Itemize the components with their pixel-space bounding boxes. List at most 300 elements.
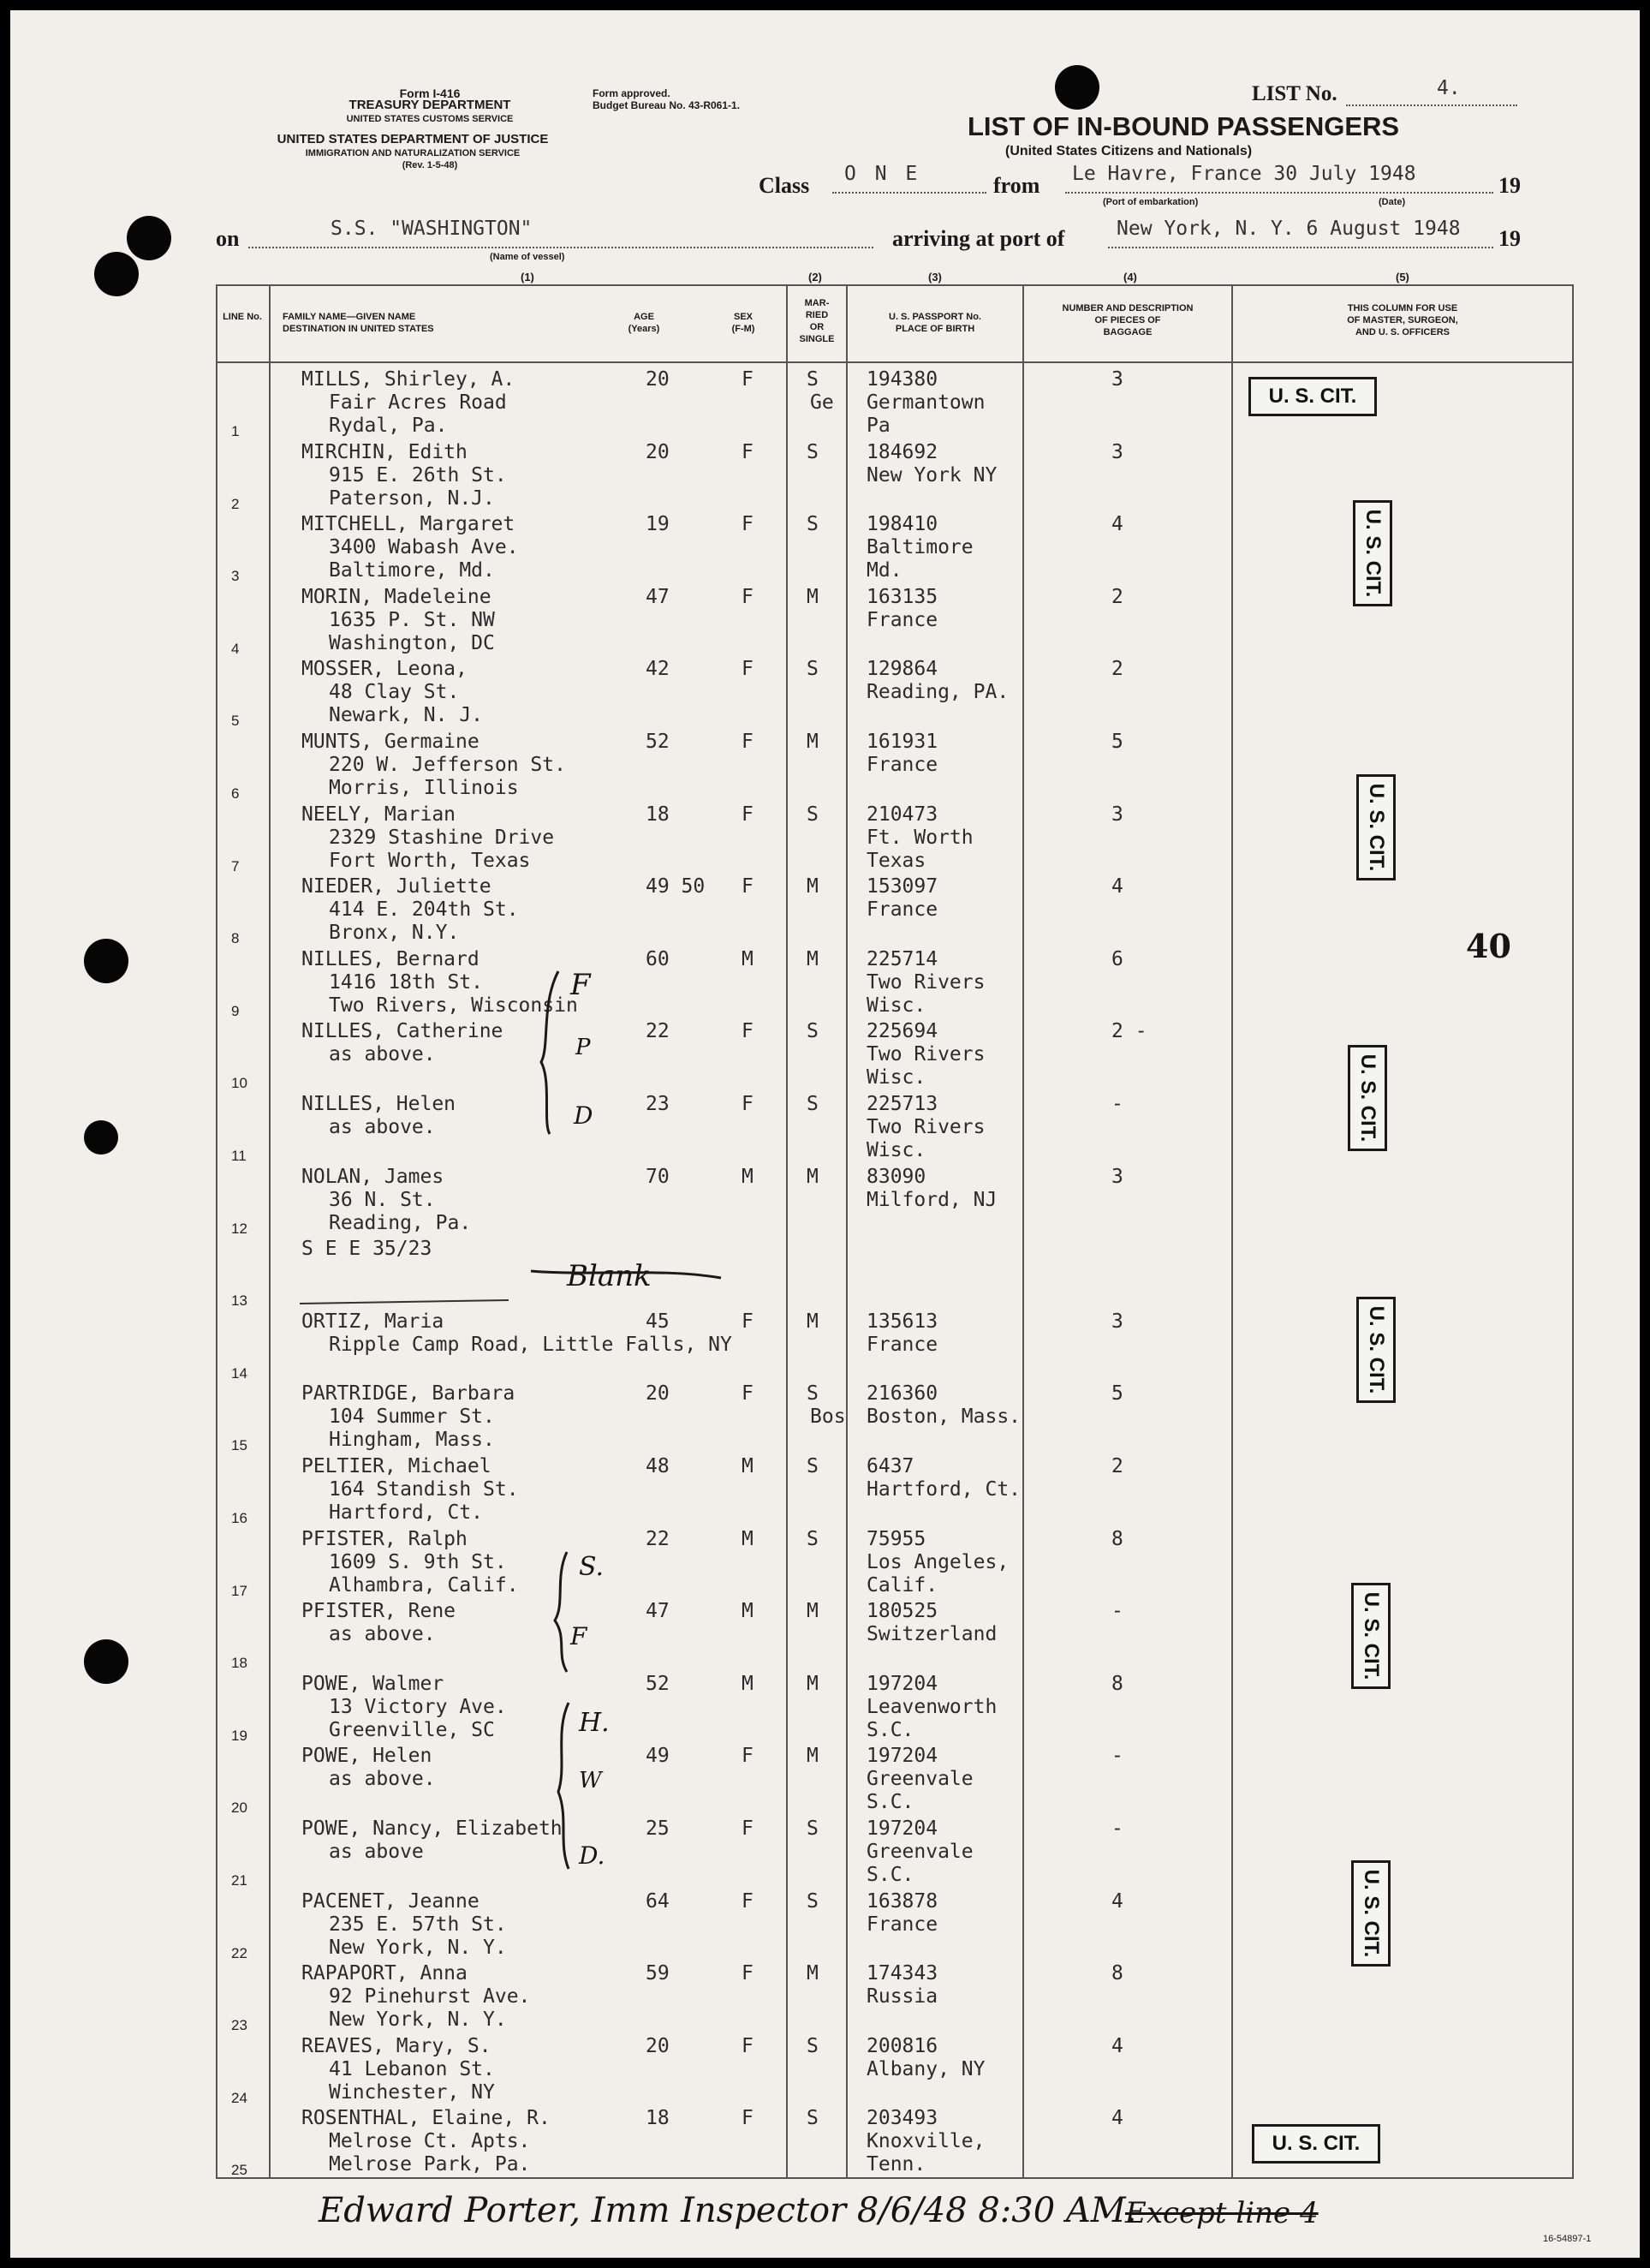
us-citizen-stamp: U. S. CIT. (1248, 377, 1377, 416)
address-line: 1609 S. 9th St. (329, 1550, 507, 1573)
baggage-count: 3 (1111, 1165, 1123, 1188)
baggage-count: 2 - (1111, 1020, 1147, 1043)
marital-status: M (807, 1310, 819, 1333)
birthplace: Milford, NJ (867, 1188, 998, 1211)
passport-number: 6437 (867, 1455, 914, 1477)
passenger-name: MIRCHIN, Edith (301, 440, 468, 463)
marital-status: M (807, 585, 819, 608)
marital-status: S (807, 1817, 819, 1840)
sex-value: F (742, 875, 754, 898)
marital-note: Bos (810, 1406, 846, 1429)
baggage-count: 4 (1111, 1889, 1123, 1913)
col-num-5: (5) (1396, 271, 1409, 284)
address-line: 92 Pinehurst Ave. (329, 1985, 531, 2008)
marital-status: S (807, 1093, 819, 1115)
age-value: 18 (646, 803, 670, 826)
sex-value: F (742, 1817, 754, 1840)
baggage-count: - (1111, 1745, 1123, 1768)
line-number: 13 (231, 1292, 247, 1310)
address-line: Fair Acres Road (329, 391, 507, 414)
line-number: 15 (231, 1437, 247, 1454)
line-number: 25 (231, 2162, 247, 2179)
line-number: 6 (231, 785, 240, 802)
passport-number: 163135 (867, 585, 938, 608)
marital-status: S (807, 440, 819, 463)
address-city: Paterson, N.J. (329, 486, 495, 510)
passport-number: 203493 (867, 2107, 938, 2130)
age-value: 47 (646, 585, 670, 608)
passport-number: 163878 (867, 1889, 938, 1913)
us-citizen-stamp: U. S. CIT. (1351, 1583, 1391, 1689)
address-line: as above (329, 1841, 424, 1863)
birthplace: Leavenworth (867, 1695, 998, 1718)
passenger-name: POWE, Helen (301, 1745, 432, 1768)
baggage-count: 5 (1111, 731, 1123, 753)
col-married-2: RIED (805, 310, 829, 320)
col-num-1: (1) (521, 271, 534, 284)
age-value: 18 (646, 2107, 670, 2130)
relation-mark-f: F (570, 968, 591, 1002)
address-city: New York, N. Y. (329, 2008, 507, 2032)
birthplace-state: Calif. (867, 1573, 938, 1597)
sex-value: M (742, 947, 754, 970)
passport-number: 197204 (867, 1745, 938, 1768)
marital-status: M (807, 1165, 819, 1188)
birthplace: New York NY (867, 463, 998, 486)
relation-mark-p: P (575, 1035, 591, 1060)
line-number: 1 (231, 423, 240, 439)
col-sex: SEX (733, 312, 753, 322)
birthplace: Two Rivers (867, 1116, 986, 1138)
address-line: 1416 18th St. (329, 970, 484, 994)
marital-status: M (807, 1672, 819, 1695)
col-married-3: OR (809, 322, 825, 332)
passport-number: 216360 (867, 1382, 938, 1406)
line-number: 23 (231, 2017, 247, 2034)
age-value: 20 (646, 440, 670, 463)
age-value: 60 (646, 947, 670, 970)
col-baggage-2: OF PIECES OF (1094, 315, 1161, 325)
class-label: Class (759, 173, 810, 198)
passport-number: 180525 (867, 1600, 938, 1623)
from-label: from (993, 173, 1040, 198)
address-city: Hartford, Ct. (329, 1501, 484, 1524)
col-baggage-3: BAGGAGE (1103, 327, 1153, 337)
form-subtitle: (United States Citizens and Nationals) (1005, 144, 1253, 158)
line-number: 20 (231, 1799, 247, 1817)
age-value: 25 (646, 1817, 670, 1840)
sex-value: F (742, 1310, 754, 1333)
baggage-count: 3 (1111, 368, 1123, 391)
line-number: 16 (231, 1510, 247, 1526)
line-number: 10 (231, 1075, 247, 1092)
address-city: Baltimore, Md. (329, 559, 495, 582)
baggage-count: 8 (1111, 1527, 1123, 1550)
birthplace-state: Texas (867, 849, 926, 872)
col-officers: THIS COLUMN FOR USE (1347, 303, 1458, 313)
baggage-count: 3 (1111, 803, 1123, 826)
birthplace: Albany, NY (867, 2057, 986, 2080)
passenger-name: ROSENTHAL, Elaine, R. (301, 2107, 551, 2130)
address-line: Melrose Ct. Apts. (329, 2130, 531, 2153)
birthplace-state: S.C. (867, 1791, 914, 1814)
passenger-name: MORIN, Madeleine (301, 585, 491, 608)
address-line: 36 N. St. (329, 1188, 436, 1211)
col-married-4: SINGLE (799, 334, 835, 344)
birthplace: Switzerland (867, 1623, 998, 1646)
passenger-name: PELTIER, Michael (301, 1455, 491, 1477)
address-city: Bronx, N.Y. (329, 922, 460, 945)
marital-status: M (807, 1745, 819, 1768)
sex-value: F (742, 1093, 754, 1115)
line-number: 4 (231, 640, 240, 657)
line-number: 18 (231, 1655, 247, 1672)
passenger-name: REAVES, Mary, S. (301, 2034, 491, 2057)
sex-value: F (742, 2107, 754, 2130)
passenger-name: NOLAN, James (301, 1165, 444, 1188)
line-number: 2 (231, 495, 240, 512)
col-num-4: (4) (1123, 271, 1137, 284)
age-value: 20 (646, 368, 670, 391)
passport-number: 174343 (867, 1962, 938, 1985)
arrival-value: New York, N. Y. 6 August 1948 (1117, 218, 1461, 240)
col-married: MAR- (804, 298, 830, 308)
relation-mark-s: S. (579, 1552, 605, 1582)
address-city: Morris, Illinois (329, 777, 519, 799)
col-officers-3: AND U. S. OFFICERS (1355, 327, 1450, 337)
sex-value: M (742, 1165, 754, 1188)
age-value: 48 (646, 1455, 670, 1477)
sex-value: M (742, 1455, 754, 1477)
birthplace: Hartford, Ct. (867, 1478, 1022, 1501)
immigration-service: IMMIGRATION AND NATURALIZATION SERVICE (305, 148, 521, 158)
marital-status: S (807, 1455, 819, 1477)
marital-status: S (807, 803, 819, 826)
address-city: Fort Worth, Texas (329, 849, 531, 872)
passenger-name: PACENET, Jeanne (301, 1889, 480, 1913)
passport-number: 194380 (867, 368, 938, 391)
baggage-count: 3 (1111, 440, 1123, 463)
passenger-name: MUNTS, Germaine (301, 731, 480, 753)
budget-bureau: Budget Bureau No. 43-R061-1. (593, 99, 741, 111)
col-name: FAMILY NAME—GIVEN NAME (283, 312, 416, 322)
address-city: Rydal, Pa. (329, 415, 448, 437)
marital-status: M (807, 947, 819, 970)
passport-number: 197204 (867, 1672, 938, 1695)
relation-mark-d: D (574, 1101, 593, 1130)
line-number: 14 (231, 1364, 247, 1382)
year-prefix-2: 19 (1498, 226, 1521, 251)
passport-number: 161931 (867, 731, 938, 753)
age-value: 64 (646, 1889, 670, 1913)
birthplace-state: Wisc. (867, 1139, 926, 1161)
sex-value: F (742, 513, 754, 536)
address-city: Reading, Pa. (329, 1211, 472, 1234)
address-city: Melrose Park, Pa. (329, 2153, 531, 2176)
address-city: Winchester, NY (329, 2080, 495, 2104)
age-value: 70 (646, 1165, 670, 1188)
sex-value: F (742, 1020, 754, 1043)
line-number: 11 (231, 1148, 247, 1164)
passenger-name: RAPAPORT, Anna (301, 1962, 468, 1985)
form-title: LIST OF IN-BOUND PASSENGERS (968, 111, 1400, 141)
age-value: 22 (646, 1020, 670, 1043)
passenger-name: NILLES, Helen (301, 1093, 456, 1115)
marital-status: S (807, 1382, 819, 1406)
baggage-count: 2 (1111, 658, 1123, 681)
revision: (Rev. 1-5-48) (402, 160, 458, 170)
passenger-name: POWE, Nancy, Elizabeth (301, 1817, 563, 1840)
col-passport: U. S. PASSPORT No. (889, 312, 981, 322)
age-value: 47 (646, 1600, 670, 1623)
struck-text: Except line 4 (1125, 2196, 1319, 2230)
baggage-count: 5 (1111, 1382, 1123, 1406)
sex-value: M (742, 1527, 754, 1550)
passenger-name: PFISTER, Ralph (301, 1527, 468, 1550)
us-citizen-stamp: U. S. CIT. (1353, 500, 1392, 606)
address-line: 164 Standish St. (329, 1478, 519, 1501)
sex-value: F (742, 658, 754, 681)
passport-number: 83090 (867, 1165, 926, 1188)
us-citizen-stamp: U. S. CIT. (1356, 1297, 1396, 1403)
vessel-caption: (Name of vessel) (490, 252, 565, 262)
birthplace-state: Pa (867, 415, 891, 437)
passenger-name: MOSSER, Leona, (301, 658, 468, 681)
list-number-label: LIST No. (1252, 82, 1337, 105)
address-city: New York, N. Y. (329, 1936, 507, 1959)
sex-value: M (742, 1600, 754, 1623)
age-value: 42 (646, 658, 670, 681)
col-birthplace: PLACE OF BIRTH (895, 324, 975, 334)
address-line: 1635 P. St. NW (329, 608, 495, 631)
passenger-name: ORTIZ, Maria (301, 1310, 444, 1333)
sex-value: F (742, 803, 754, 826)
port-embarkation-value: Le Havre, France 30 July 1948 (1072, 163, 1416, 185)
address-line: 104 Summer St. (329, 1406, 495, 1429)
relation-mark-f2: F (570, 1622, 587, 1650)
birthplace-state: Wisc. (867, 994, 926, 1017)
age-value: 49 50 (646, 875, 706, 898)
passenger-name: PFISTER, Rene (301, 1600, 456, 1623)
sex-value: F (742, 2034, 754, 2057)
line-number: 3 (231, 568, 240, 585)
baggage-count: - (1111, 1600, 1123, 1623)
address-line: Ripple Camp Road, Little Falls, NY (329, 1333, 732, 1356)
baggage-count: - (1111, 1093, 1123, 1115)
marital-status: S (807, 1889, 819, 1913)
address-line: 3400 Wabash Ave. (329, 536, 519, 559)
birthplace: France (867, 1333, 938, 1356)
age-value: 20 (646, 1382, 670, 1406)
age-value: 23 (646, 1093, 670, 1115)
passenger-name: NILLES, Catherine (301, 1020, 503, 1043)
col-age: AGE (634, 312, 654, 322)
birthplace: Two Rivers (867, 970, 986, 994)
sex-value: F (742, 1745, 754, 1768)
baggage-count: 3 (1111, 1310, 1123, 1333)
age-value: 59 (646, 1962, 670, 1985)
line-number: 8 (231, 930, 240, 947)
passport-number: 135613 (867, 1310, 938, 1333)
line-number: 7 (231, 857, 240, 874)
marital-status: S (807, 1527, 819, 1550)
birthplace-state: Tenn. (867, 2153, 926, 2176)
address-line: as above. (329, 1043, 436, 1066)
sex-value: F (742, 585, 754, 608)
passenger-name: NEELY, Marian (301, 803, 456, 826)
address-line: as above. (329, 1768, 436, 1791)
birthplace: Baltimore (867, 536, 974, 559)
birthplace: Boston, Mass. (867, 1406, 1022, 1429)
age-value: 22 (646, 1527, 670, 1550)
age-value: 45 (646, 1310, 670, 1333)
class-value: O N E (844, 163, 921, 185)
address-city: Alhambra, Calif. (329, 1573, 519, 1597)
relation-mark-h: H. (579, 1708, 610, 1738)
line-number: 22 (231, 1944, 247, 1961)
line-number: 21 (231, 1872, 247, 1889)
passport-number: 225713 (867, 1093, 938, 1115)
marital-note: Ge (810, 391, 834, 414)
age-value: 52 (646, 731, 670, 753)
address-line: as above. (329, 1116, 436, 1138)
birthplace: Greenvale (867, 1841, 974, 1863)
address-line: 13 Victory Ave. (329, 1695, 507, 1718)
age-value: 19 (646, 513, 670, 536)
sex-value: M (742, 1672, 754, 1695)
document-page (10, 10, 1640, 2258)
marital-status: S (807, 513, 819, 536)
birthplace: Los Angeles, (867, 1550, 1010, 1573)
form-approved: Form approved. (593, 87, 670, 99)
marital-status: S (807, 1020, 819, 1043)
arriving-label: arriving at port of (892, 226, 1065, 251)
list-number-value: 4. (1437, 77, 1461, 99)
passenger-name: PARTRIDGE, Barbara (301, 1382, 515, 1406)
address-line: 235 E. 57th St. (329, 1913, 507, 1936)
passport-number: 153097 (867, 875, 938, 898)
line-number: 17 (231, 1582, 247, 1599)
birthplace: France (867, 754, 938, 776)
address-line: 414 E. 204th St. (329, 898, 519, 922)
birthplace-state: Md. (867, 559, 902, 582)
baggage-count: 8 (1111, 1672, 1123, 1695)
marital-status: M (807, 1600, 819, 1623)
relation-mark-w: W (579, 1768, 602, 1794)
customs-service: UNITED STATES CUSTOMS SERVICE (346, 114, 514, 124)
us-citizen-stamp: U. S. CIT. (1356, 774, 1396, 880)
passport-number: 210473 (867, 803, 938, 826)
address-line: 220 W. Jefferson St. (329, 754, 566, 776)
col-num-3: (3) (928, 271, 942, 284)
passenger-name: POWE, Walmer (301, 1672, 444, 1695)
passport-number: 198410 (867, 513, 938, 536)
col-baggage: NUMBER AND DESCRIPTION (1062, 303, 1194, 313)
address-line: 41 Lebanon St. (329, 2057, 495, 2080)
sex-value: F (742, 368, 754, 391)
birthplace: Russia (867, 1985, 938, 2008)
sex-value: F (742, 1382, 754, 1406)
year-prefix: 19 (1498, 173, 1521, 198)
birthplace: Ft. Worth (867, 826, 974, 849)
passport-number: 197204 (867, 1817, 938, 1840)
vessel-value: S.S. "WASHINGTON" (331, 218, 533, 240)
passport-number: 184692 (867, 440, 938, 463)
address-line: 48 Clay St. (329, 681, 460, 704)
baggage-count: 2 (1111, 585, 1123, 608)
marital-status: M (807, 731, 819, 753)
passport-number: 75955 (867, 1527, 926, 1550)
port-embarkation-caption: (Port of embarkation) (1103, 197, 1199, 207)
line-number: 9 (231, 1002, 240, 1019)
date-caption: (Date) (1379, 197, 1406, 207)
sex-value: F (742, 1889, 754, 1913)
baggage-count: 6 (1111, 947, 1123, 970)
baggage-count: 4 (1111, 2034, 1123, 2057)
passenger-name: S E E 35/23 (301, 1238, 432, 1261)
birthplace: Two Rivers (867, 1043, 986, 1066)
sex-value: F (742, 1962, 754, 1985)
baggage-count: 2 (1111, 1455, 1123, 1477)
address-city: Greenville, SC (329, 1718, 495, 1741)
address-city: Two Rivers, Wisconsin (329, 994, 578, 1017)
address-line: as above. (329, 1623, 436, 1646)
col-sex-unit: (F-M) (731, 324, 755, 334)
sex-value: F (742, 440, 754, 463)
form-number: Form I-416 (399, 87, 461, 100)
inspector-signature: Edward Porter, Imm Inspector 8/6/48 8:30 AM. (319, 2191, 1137, 2230)
address-city: Hingham, Mass. (329, 1429, 495, 1452)
marital-status: S (807, 658, 819, 681)
marital-status: S (807, 368, 819, 391)
baggage-count: 4 (1111, 2107, 1123, 2130)
address-line: 2329 Stashine Drive (329, 826, 555, 849)
birthplace: Knoxville, (867, 2130, 986, 2153)
passport-number: 200816 (867, 2034, 938, 2057)
age-value: 52 (646, 1672, 670, 1695)
marital-status: M (807, 875, 819, 898)
passenger-name: MILLS, Shirley, A. (301, 368, 515, 391)
col-officers-2: OF MASTER, SURGEON, (1347, 315, 1458, 325)
passenger-name: NIEDER, Juliette (301, 875, 491, 898)
age-value: 49 (646, 1745, 670, 1768)
col-num-2: (2) (808, 271, 822, 284)
line-number: 5 (231, 713, 240, 730)
marital-status: M (807, 1962, 819, 1985)
us-citizen-stamp: U. S. CIT. (1348, 1045, 1387, 1151)
col-destination: DESTINATION IN UNITED STATES (283, 324, 434, 334)
address-city: Washington, DC (329, 631, 495, 654)
birthplace: Reading, PA. (867, 681, 1010, 704)
family-brace-marks (10, 10, 1640, 2258)
baggage-count: 4 (1111, 513, 1123, 536)
us-citizen-stamp: U. S. CIT. (1351, 1860, 1391, 1967)
relation-mark-d2: D. (579, 1841, 605, 1870)
handwritten-deleted: Blank (567, 1259, 652, 1293)
birthplace: Germantown (867, 391, 986, 414)
birthplace-state: S.C. (867, 1864, 914, 1886)
us-citizen-stamp: U. S. CIT. (1252, 2124, 1380, 2164)
col-line-no: LINE No. (223, 312, 262, 322)
passport-number: 225714 (867, 947, 938, 970)
handwritten-total: 40 (1466, 927, 1511, 965)
address-city: Newark, N. J. (329, 704, 484, 727)
age-value: 20 (646, 2034, 670, 2057)
justice-department: UNITED STATES DEPARTMENT OF JUSTICE (277, 132, 549, 146)
baggage-count: 8 (1111, 1962, 1123, 1985)
treasury-department: TREASURY DEPARTMENT (348, 98, 511, 112)
birthplace-state: S.C. (867, 1718, 914, 1741)
